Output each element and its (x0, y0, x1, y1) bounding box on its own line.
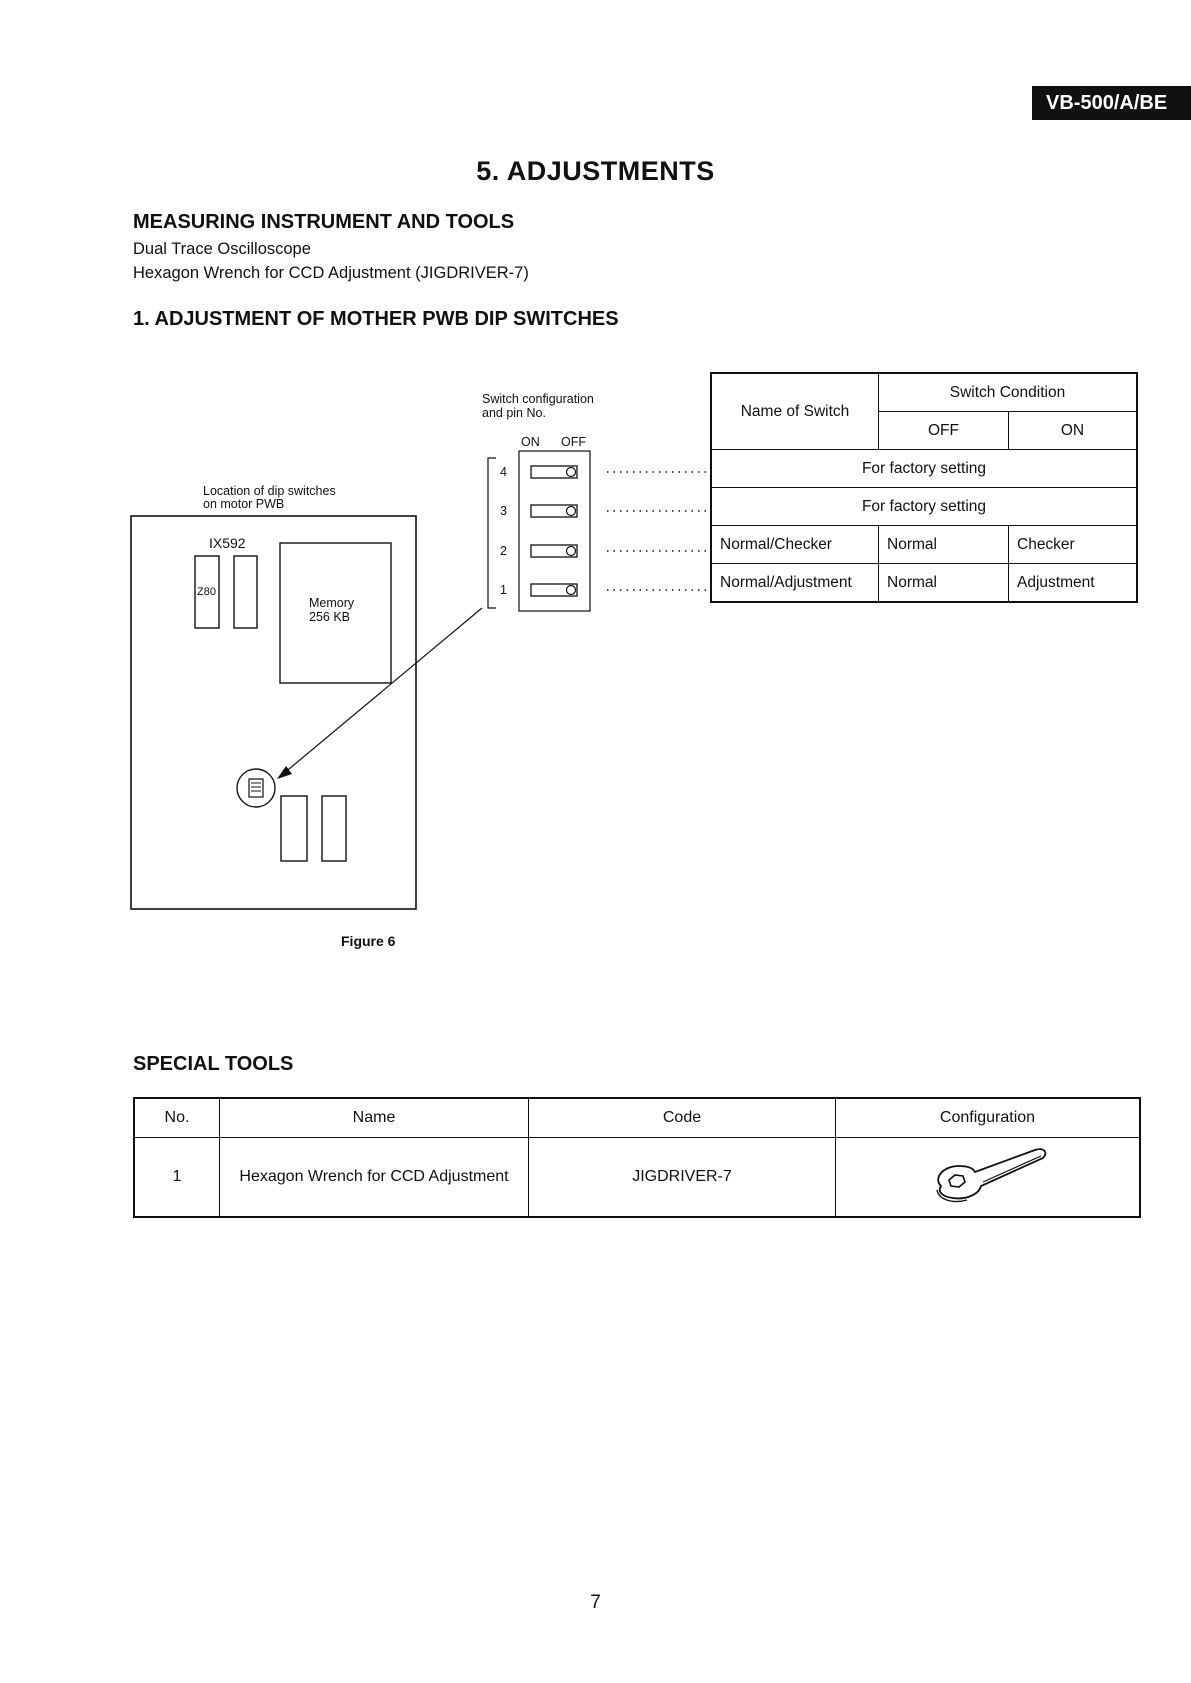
off-cell: Normal (879, 526, 1009, 564)
tool-code-cell: JIGDRIVER-7 (529, 1138, 836, 1218)
ic-label: IX592 (209, 535, 246, 551)
tool-config-cell (836, 1138, 1141, 1218)
switch-config-label: and pin No. (482, 406, 546, 420)
section-heading: 1. ADJUSTMENT OF MOTHER PWB DIP SWITCHES (133, 308, 619, 330)
pin-number: 3 (500, 504, 507, 518)
pwb-board-outline (131, 516, 416, 909)
model-tag: VB-500/A/BE (1032, 86, 1191, 120)
special-tools-heading: SPECIAL TOOLS (133, 1053, 294, 1075)
tool-no-cell: 1 (134, 1138, 220, 1218)
switch-config-label: Switch configuration (482, 392, 594, 406)
off-header: OFF (879, 412, 1009, 450)
off-cell: Normal (879, 564, 1009, 603)
col-header-code: Code (529, 1098, 836, 1138)
pointer-arrow-line (283, 608, 482, 774)
measuring-heading: MEASURING INSTRUMENT AND TOOLS (133, 211, 515, 233)
on-label: ON (521, 435, 540, 449)
switch-slider-4 (531, 466, 577, 478)
table-row (711, 488, 1137, 526)
special-tools-table (133, 1097, 1141, 1218)
switch-table (710, 372, 1138, 603)
switch-body (519, 451, 590, 611)
off-label: OFF (561, 435, 586, 449)
pin-number: 4 (500, 465, 507, 479)
dip-location-circle (237, 769, 275, 807)
col-header-config: Configuration (836, 1098, 1141, 1138)
hex-wrench-icon (923, 1142, 1053, 1208)
measuring-item: Hexagon Wrench for CCD Adjustment (JIGDRIVER-7) (133, 264, 529, 282)
ix592-chip (234, 556, 257, 628)
switch-slider-1 (531, 584, 577, 596)
col-header-name: Name (220, 1098, 529, 1138)
merged-cell: For factory setting (711, 488, 1137, 526)
switch-condition-header: Switch Condition (879, 373, 1138, 412)
tool-name-cell: Hexagon Wrench for CCD Adjustment (220, 1138, 529, 1218)
memory-label: Memory (309, 596, 355, 610)
measuring-item: Dual Trace Oscilloscope (133, 240, 311, 258)
on-header: ON (1009, 412, 1138, 450)
location-label: on motor PWB (203, 497, 285, 511)
switch-slider-3 (531, 505, 577, 517)
cpu-label: Z80 (197, 586, 216, 598)
name-of-switch-header: Name of Switch (711, 373, 879, 450)
col-header-no: No. (134, 1098, 220, 1138)
switch-slider-2 (531, 545, 577, 557)
on-cell: Adjustment (1009, 564, 1138, 603)
bottom-chip (322, 796, 346, 861)
table-row (711, 450, 1137, 488)
memory-label: 256 KB (309, 610, 351, 624)
switch-name-cell: Normal/Adjustment (711, 564, 879, 603)
switch-name-cell: Normal/Checker (711, 526, 879, 564)
pin-number: 2 (500, 544, 507, 558)
page-title: 5. ADJUSTMENTS (476, 156, 715, 186)
table-row (711, 564, 1137, 603)
table-row (134, 1138, 1140, 1218)
on-cell: Checker (1009, 526, 1138, 564)
figure-caption: Figure 6 (341, 933, 396, 949)
page-number: 7 (590, 1592, 601, 1613)
bottom-chip (281, 796, 307, 861)
location-label: Location of dip switches (203, 484, 336, 498)
pin-number: 1 (500, 583, 507, 597)
table-row (711, 526, 1137, 564)
merged-cell: For factory setting (711, 450, 1137, 488)
